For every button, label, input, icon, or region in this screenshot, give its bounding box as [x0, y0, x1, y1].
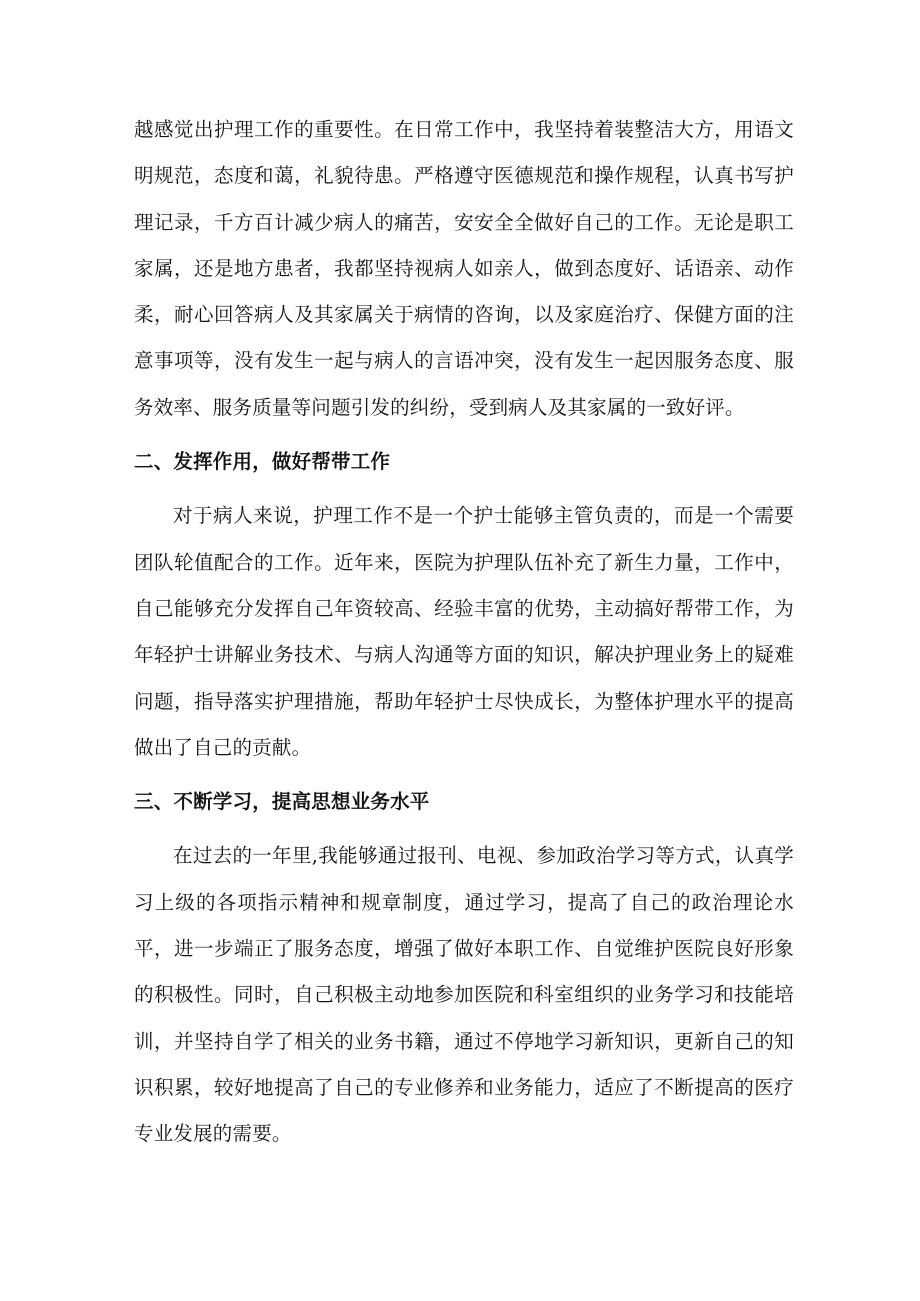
paragraph-section-2: 对于病人来说，护理工作不是一个护士能够主管负责的，而是一个需要团队轮值配合的工作。近年来，医院为护理队伍补充了新生力量，工作中，自己能够充分发挥自己年资较高、经验丰富的优势，主动搞好帮带工作，为年轻护士讲解业务技术、与病人沟通等方面的知识，解决护理业务上的疑难问题，指导落实护理措施，帮助年轻护士尽快成长，为整体护理水平的提高做出了自己的贡献。 [134, 504, 794, 759]
section-heading-2: 二、发挥作用，做好帮带工作 [134, 450, 391, 474]
document-body [134, 107, 794, 1158]
paragraph-continuation: 越感觉出护理工作的重要性。在日常工作中，我坚持着装整洁大方，用语文明规范，态度和蔼，礼貌待患。严格遵守医德规范和操作规程，认真书写护理记录，千方百计减少病人的痛苦，安安全全做好自己的工作。无论是职工家属，还是地方患者，我都坚持视病人如亲人，做到态度好、话语亲、动作柔，耐心回答病人及其家属关于病情的咨询，以及家庭治疗、保健方面的注意事项等，没有发生一起与病人的言语冲突，没有发生一起因服务态度、服务效率、服务质量等问题引发的纠纷，受到病人及其家属的一致好评。 [134, 118, 794, 419]
section-heading-3: 三、不断学习，提高思想业务水平 [134, 790, 430, 814]
paragraph-section-3: 在过去的一年里,我能够通过报刊、电视、参加政治学习等方式，认真学习上级的各项指示精神和规章制度，通过学习，提高了自己的政治理论水平，进一步端正了服务态度，增强了做好本职工作、自觉维护医院良好形象的积极性。同时，自己积极主动地参加医院和科室组织的业务学习和技能培训，并坚持自学了相关的业务书籍，通过不停地学习新知识，更新自己的知识积累，较好地提高了自己的专业修养和业务能力，适应了不断提高的医疗专业发展的需要。 [134, 844, 794, 1146]
